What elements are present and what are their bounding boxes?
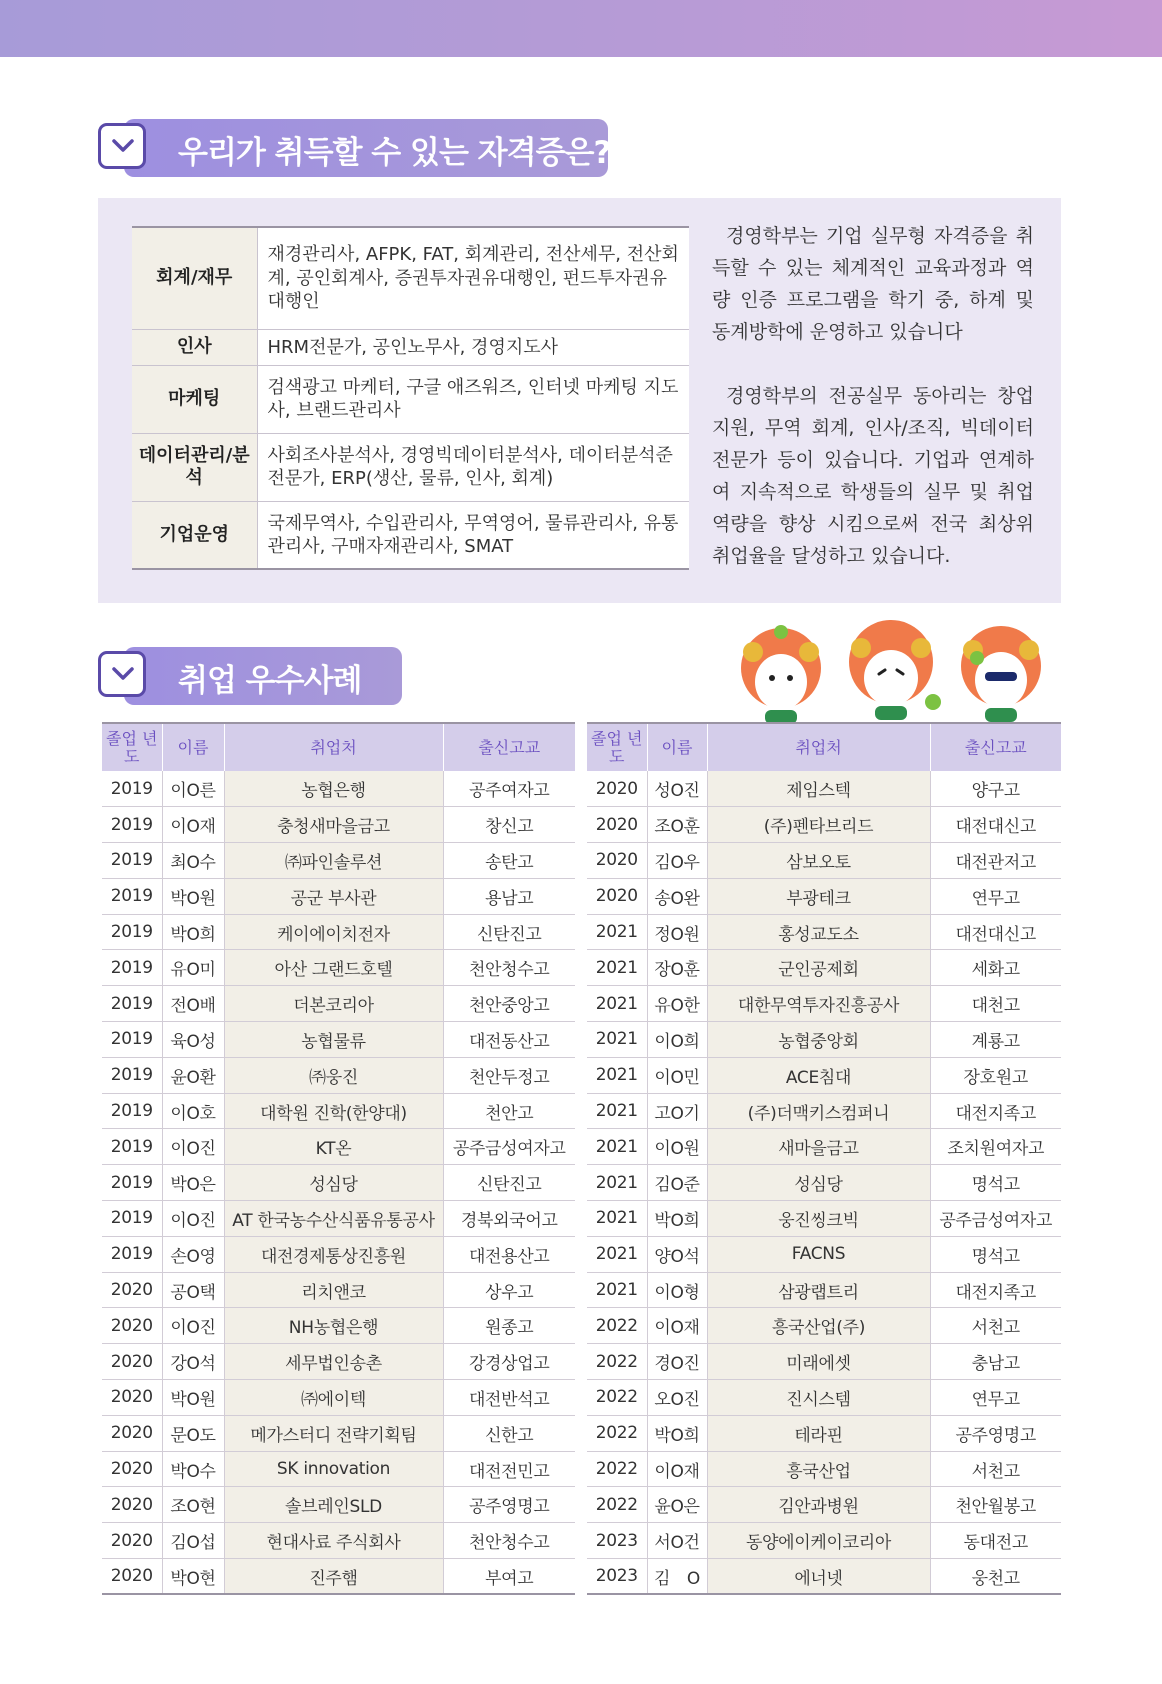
student-name: 박O수 [162, 1451, 224, 1487]
employer: 농협은행 [224, 771, 443, 807]
high-school: 충남고 [930, 1344, 1061, 1380]
student-name: 전O배 [162, 986, 224, 1022]
grad-year: 2019 [102, 1093, 162, 1129]
high-school: 장호원고 [930, 1057, 1061, 1093]
employer: 농협물류 [224, 1022, 443, 1058]
high-school: 원종고 [443, 1308, 575, 1344]
student-name: 이O진 [162, 1201, 224, 1237]
high-school: 천안고 [443, 1093, 575, 1129]
table-row [102, 1129, 575, 1165]
high-school: 웅천고 [930, 1559, 1061, 1595]
student-name: 공O택 [162, 1272, 224, 1308]
table-row [587, 1415, 1061, 1451]
employer: 흥국산업 [707, 1451, 930, 1487]
grad-year: 2021 [587, 914, 647, 950]
student-name: 정O원 [647, 914, 707, 950]
student-name: 고O기 [647, 1093, 707, 1129]
table-row [102, 1201, 575, 1237]
employer: ACE침대 [707, 1057, 930, 1093]
table-row [587, 1344, 1061, 1380]
description-paragraph: 경영학부의 전공실무 동아리는 창업지원, 무역 회계, 인사/조직, 빅데이터 전문가 등이 있습니다. 기업과 연계하여 지속적으로 학생들의 실무 및 취업 역량을 향상 시킴으로써 전국 최상위 취업율을 달성하고 있습니다. [712, 385, 1034, 567]
student-name: 이O진 [162, 1129, 224, 1165]
student-name: 최O수 [162, 843, 224, 879]
certificates-section-header [98, 117, 610, 179]
chevron-down-icon [98, 651, 146, 697]
grad-year: 2023 [587, 1559, 647, 1595]
high-school: 대전반석고 [443, 1380, 575, 1416]
table-row [587, 914, 1061, 950]
grad-year: 2019 [102, 1129, 162, 1165]
table-row [587, 1523, 1061, 1559]
cert-row [132, 227, 689, 329]
high-school: 강경상업고 [443, 1344, 575, 1380]
student-name: 김O준 [647, 1165, 707, 1201]
employment-table-left [102, 722, 575, 1595]
table-row [587, 1272, 1061, 1308]
cert-row [132, 433, 689, 501]
employer: 부광테크 [707, 878, 930, 914]
student-name: 이O른 [162, 771, 224, 807]
grad-year: 2020 [102, 1272, 162, 1308]
grad-year: 2019 [102, 950, 162, 986]
grad-year: 2022 [587, 1451, 647, 1487]
grad-year: 2021 [587, 1057, 647, 1093]
grad-year: 2021 [587, 950, 647, 986]
grad-year: 2019 [102, 843, 162, 879]
high-school: 창신고 [443, 807, 575, 843]
grad-year: 2022 [587, 1380, 647, 1416]
student-name: 박O희 [162, 914, 224, 950]
grad-year: 2019 [102, 986, 162, 1022]
student-name: 박O은 [162, 1165, 224, 1201]
employer: 동양에이케이코리아 [707, 1523, 930, 1559]
employer: 진주햄 [224, 1559, 443, 1595]
top-gradient-band [0, 0, 1162, 57]
grad-year: 2021 [587, 1022, 647, 1058]
student-name: 조O현 [162, 1487, 224, 1523]
header-name: 이름 [162, 723, 224, 771]
employer: 농협중앙회 [707, 1022, 930, 1058]
table-row [102, 1487, 575, 1523]
employer: 웅진씽크빅 [707, 1201, 930, 1237]
high-school: 대전지족고 [930, 1272, 1061, 1308]
table-row [102, 1523, 575, 1559]
grad-year: 2021 [587, 986, 647, 1022]
table-row [102, 1559, 575, 1595]
employer: 더본코리아 [224, 986, 443, 1022]
cert-category: 마케팅 [132, 365, 257, 433]
employment-section-header [98, 645, 404, 707]
employer: 제임스텍 [707, 771, 930, 807]
table-row [587, 1559, 1061, 1595]
table-row [587, 1129, 1061, 1165]
grad-year: 2019 [102, 914, 162, 950]
table-row [102, 1057, 575, 1093]
table-row [102, 1308, 575, 1344]
high-school: 대전동산고 [443, 1022, 575, 1058]
employer: (주)펜타브리드 [707, 807, 930, 843]
header-employer: 취업처 [224, 723, 443, 771]
high-school: 계룡고 [930, 1022, 1061, 1058]
employer: (주)더맥키스컴퍼니 [707, 1093, 930, 1129]
cert-items: 검색광고 마케터, 구글 애즈워즈, 인터넷 마케팅 지도사, 브랜드관리사 [267, 377, 679, 422]
header-employer: 취업처 [707, 723, 930, 771]
table-row [102, 914, 575, 950]
grad-year: 2022 [587, 1344, 647, 1380]
student-name: 이O호 [162, 1093, 224, 1129]
employer: KT온 [224, 1129, 443, 1165]
table-row [102, 1022, 575, 1058]
student-name: 이O원 [647, 1129, 707, 1165]
employer: 리치앤코 [224, 1272, 443, 1308]
employer: 충청새마을금고 [224, 807, 443, 843]
table-row [102, 950, 575, 986]
mascot-sheep-left [741, 625, 821, 724]
employer: ㈜웅진 [224, 1057, 443, 1093]
high-school: 대전전민고 [443, 1451, 575, 1487]
high-school: 양구고 [930, 771, 1061, 807]
student-name: 양O석 [647, 1236, 707, 1272]
table-row [102, 843, 575, 879]
table-row [102, 1344, 575, 1380]
student-name: 경O진 [647, 1344, 707, 1380]
employer: 솔브레인SLD [224, 1487, 443, 1523]
high-school: 경북외국어고 [443, 1201, 575, 1237]
high-school: 천안두정고 [443, 1057, 575, 1093]
student-name: 박O희 [647, 1415, 707, 1451]
employer: 군인공제회 [707, 950, 930, 986]
employer: ㈜파인솔루션 [224, 843, 443, 879]
employer: 세무법인송촌 [224, 1344, 443, 1380]
student-name: 강O석 [162, 1344, 224, 1380]
table-row [587, 986, 1061, 1022]
certificates-table [132, 226, 689, 570]
grad-year: 2023 [587, 1523, 647, 1559]
high-school: 세화고 [930, 950, 1061, 986]
header-year: 졸업 년도 [102, 723, 162, 771]
employer: 새마을금고 [707, 1129, 930, 1165]
employer: 미래에셋 [707, 1344, 930, 1380]
table-row [102, 1380, 575, 1416]
high-school: 신한고 [443, 1415, 575, 1451]
student-name: 유O미 [162, 950, 224, 986]
employer: 테라핀 [707, 1415, 930, 1451]
table-row [102, 771, 575, 807]
employer: 성심당 [224, 1165, 443, 1201]
table-row [587, 1165, 1061, 1201]
student-name: 서O건 [647, 1523, 707, 1559]
table-row [102, 986, 575, 1022]
grad-year: 2019 [102, 1022, 162, 1058]
student-name: 김O우 [647, 843, 707, 879]
high-school: 송탄고 [443, 843, 575, 879]
cert-category: 데이터관리/분석 [132, 433, 257, 501]
student-name: 박O희 [647, 1201, 707, 1237]
employer: 삼보오토 [707, 843, 930, 879]
high-school: 천안중앙고 [443, 986, 575, 1022]
employment-table-right [587, 722, 1061, 1595]
table-row [587, 1308, 1061, 1344]
employer: 케이에이치전자 [224, 914, 443, 950]
table-row [587, 1022, 1061, 1058]
table-row [587, 1236, 1061, 1272]
high-school: 용남고 [443, 878, 575, 914]
cert-row [132, 501, 689, 569]
table-row [102, 1165, 575, 1201]
grad-year: 2022 [587, 1415, 647, 1451]
grad-year: 2019 [102, 1236, 162, 1272]
student-name: 박O원 [162, 1380, 224, 1416]
grad-year: 2022 [587, 1308, 647, 1344]
table-header-row [102, 723, 575, 771]
employer: 에너넷 [707, 1559, 930, 1595]
grad-year: 2021 [587, 1201, 647, 1237]
high-school: 공주영명고 [930, 1415, 1061, 1451]
table-row [587, 771, 1061, 807]
grad-year: 2020 [102, 1523, 162, 1559]
student-name: 손O영 [162, 1236, 224, 1272]
cert-items: HRM전문가, 공인노무사, 경영지도사 [267, 336, 559, 358]
grad-year: 2020 [587, 843, 647, 879]
grad-year: 2020 [587, 878, 647, 914]
table-row [587, 1201, 1061, 1237]
student-name: 박O원 [162, 878, 224, 914]
high-school: 연무고 [930, 878, 1061, 914]
grad-year: 2019 [102, 1165, 162, 1201]
high-school: 천안청수고 [443, 950, 575, 986]
high-school: 조치원여자고 [930, 1129, 1061, 1165]
header-name: 이름 [647, 723, 707, 771]
high-school: 명석고 [930, 1236, 1061, 1272]
description-paragraph: 경영학부는 기업 실무형 자격증을 취득할 수 있는 체계적인 교육과정과 역량 인증 프로그램을 학기 중, 하계 및 동계방학에 운영하고 있습니다 [712, 225, 1034, 343]
table-row [587, 878, 1061, 914]
employer: FACNS [707, 1236, 930, 1272]
employer: 메가스터디 전략기획팀 [224, 1415, 443, 1451]
grad-year: 2020 [102, 1451, 162, 1487]
high-school: 연무고 [930, 1380, 1061, 1416]
student-name: 김O섭 [162, 1523, 224, 1559]
header-school: 출신고교 [930, 723, 1061, 771]
high-school: 천안월봉고 [930, 1487, 1061, 1523]
table-row [102, 878, 575, 914]
mascot-illustration [735, 618, 1055, 728]
high-school: 서천고 [930, 1308, 1061, 1344]
table-row [102, 1272, 575, 1308]
high-school: 신탄진고 [443, 1165, 575, 1201]
table-row [587, 1380, 1061, 1416]
high-school: 대전지족고 [930, 1093, 1061, 1129]
employer: AT 한국농수산식품유통공사 [224, 1201, 443, 1237]
section-title: 취업 우수사례 [178, 663, 362, 699]
table-row [587, 1057, 1061, 1093]
student-name: 오O진 [647, 1380, 707, 1416]
mascot-sheep-middle [849, 620, 941, 720]
student-name: 성O진 [647, 771, 707, 807]
employment-rows [102, 771, 575, 1594]
cert-category: 회계/재무 [132, 227, 257, 329]
employer: 대학원 진학(한양대) [224, 1093, 443, 1129]
cert-category: 인사 [132, 329, 257, 365]
grad-year: 2019 [102, 1057, 162, 1093]
grad-year: 2020 [102, 1559, 162, 1595]
high-school: 명석고 [930, 1165, 1061, 1201]
high-school: 공주금성여자고 [443, 1129, 575, 1165]
cert-items: 국제무역사, 수입관리사, 무역영어, 물류관리사, 유통관리사, 구매자재관리사, SMAT [267, 512, 679, 558]
student-name: 이O재 [647, 1451, 707, 1487]
table-row [102, 1093, 575, 1129]
high-school: 천안청수고 [443, 1523, 575, 1559]
high-school: 서천고 [930, 1451, 1061, 1487]
employer: NH농협은행 [224, 1308, 443, 1344]
grad-year: 2020 [587, 771, 647, 807]
student-name: 이O재 [647, 1308, 707, 1344]
employer: ㈜에이텍 [224, 1380, 443, 1416]
table-row [587, 950, 1061, 986]
employer: 삼광랩트리 [707, 1272, 930, 1308]
grad-year: 2020 [102, 1308, 162, 1344]
employment-rows [587, 771, 1061, 1594]
section-title: 우리가 취득할 수 있는 자격증은? [178, 135, 611, 171]
high-school: 대전관저고 [930, 843, 1061, 879]
cert-row [132, 329, 689, 365]
student-name: 문O도 [162, 1415, 224, 1451]
table-row [587, 807, 1061, 843]
high-school: 대전대신고 [930, 807, 1061, 843]
employer: 대한무역투자진흥공사 [707, 986, 930, 1022]
section-title-pill [124, 119, 611, 177]
grad-year: 2021 [587, 1129, 647, 1165]
certificates-description [712, 220, 1034, 572]
student-name: 장O훈 [647, 950, 707, 986]
grad-year: 2021 [587, 1093, 647, 1129]
table-row [587, 843, 1061, 879]
cert-items: 재경관리사, AFPK, FAT, 회계관리, 전산세무, 전산회계, 공인회계사, 증권투자권유대행인, 펀드투자권유대행인 [267, 244, 679, 312]
employer: 진시스템 [707, 1380, 930, 1416]
student-name: 윤O은 [647, 1487, 707, 1523]
grad-year: 2021 [587, 1236, 647, 1272]
employer: 공군 부사관 [224, 878, 443, 914]
mascot-sheep-right [961, 626, 1041, 722]
high-school: 부여고 [443, 1559, 575, 1595]
employer: 김안과병원 [707, 1487, 930, 1523]
table-row [102, 807, 575, 843]
section-title-pill [124, 647, 402, 705]
certificates-panel [98, 198, 1061, 603]
grad-year: 2020 [102, 1487, 162, 1523]
student-name: 송O완 [647, 878, 707, 914]
grad-year: 2021 [587, 1165, 647, 1201]
high-school: 상우고 [443, 1272, 575, 1308]
student-name: 이O진 [162, 1308, 224, 1344]
cert-items: 사회조사분석사, 경영빅데이터분석사, 데이터분석준전문가, ERP(생산, 물류, 인사, 회계) [267, 445, 673, 490]
student-name: 유O한 [647, 986, 707, 1022]
employer: 아산 그랜드호텔 [224, 950, 443, 986]
cert-category: 기업운영 [132, 501, 257, 569]
table-row [102, 1451, 575, 1487]
high-school: 대전용산고 [443, 1236, 575, 1272]
header-year: 졸업 년도 [587, 723, 647, 771]
table-row [102, 1415, 575, 1451]
student-name: 윤O환 [162, 1057, 224, 1093]
employer: SK innovation [224, 1451, 443, 1487]
high-school: 공주금성여자고 [930, 1201, 1061, 1237]
table-row [102, 1236, 575, 1272]
employer: 홍성교도소 [707, 914, 930, 950]
grad-year: 2019 [102, 878, 162, 914]
chevron-down-icon [98, 123, 146, 169]
grad-year: 2020 [102, 1415, 162, 1451]
student-name: 이O형 [647, 1272, 707, 1308]
student-name: 이O민 [647, 1057, 707, 1093]
student-name: 육O성 [162, 1022, 224, 1058]
table-row [587, 1487, 1061, 1523]
grad-year: 2019 [102, 771, 162, 807]
cert-row [132, 365, 689, 433]
student-name: 박O현 [162, 1559, 224, 1595]
employer: 현대사료 주식회사 [224, 1523, 443, 1559]
high-school: 동대전고 [930, 1523, 1061, 1559]
high-school: 공주여자고 [443, 771, 575, 807]
employer: 성심당 [707, 1165, 930, 1201]
high-school: 공주영명고 [443, 1487, 575, 1523]
grad-year: 2020 [102, 1344, 162, 1380]
header-school: 출신고교 [443, 723, 575, 771]
table-row [587, 1451, 1061, 1487]
student-name: 조O훈 [647, 807, 707, 843]
high-school: 신탄진고 [443, 914, 575, 950]
grad-year: 2019 [102, 1201, 162, 1237]
student-name: 이O재 [162, 807, 224, 843]
student-name: 김 O [647, 1559, 707, 1595]
employer: 대전경제통상진흥원 [224, 1236, 443, 1272]
employer: 흥국산업(주) [707, 1308, 930, 1344]
grad-year: 2019 [102, 807, 162, 843]
high-school: 대전대신고 [930, 914, 1061, 950]
table-row [587, 1093, 1061, 1129]
grad-year: 2020 [102, 1380, 162, 1416]
grad-year: 2022 [587, 1487, 647, 1523]
grad-year: 2020 [587, 807, 647, 843]
table-header-row [587, 723, 1061, 771]
grad-year: 2021 [587, 1272, 647, 1308]
high-school: 대천고 [930, 986, 1061, 1022]
student-name: 이O희 [647, 1022, 707, 1058]
